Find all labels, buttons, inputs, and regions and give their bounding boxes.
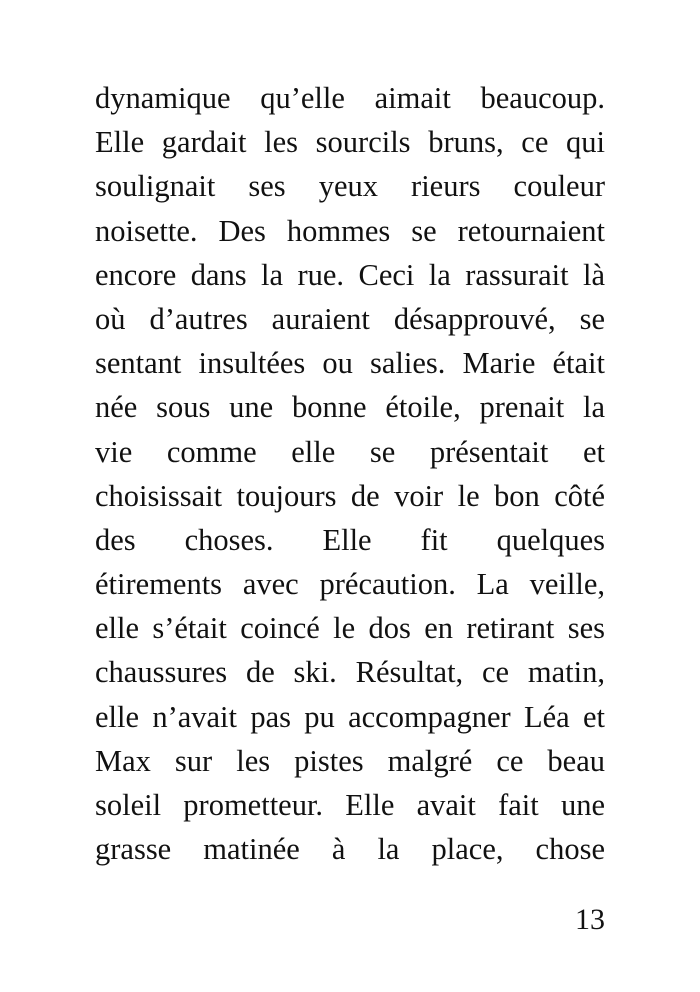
- text-line: des choses. Elle fit quelques: [95, 522, 605, 557]
- text-line: soulignait ses yeux rieurs couleur: [95, 169, 605, 204]
- text-line: chaussures de ski. Résultat, ce matin,: [95, 655, 605, 690]
- text-line: étirements avec précaution. La veille,: [95, 567, 605, 602]
- text-line: elle s’était coincé le dos en retirant ses: [95, 611, 605, 646]
- text-line: sentant insultées ou salies. Marie était: [95, 346, 605, 381]
- text-line: Max sur les pistes malgré ce beau: [95, 743, 605, 778]
- text-line: noisette. Des hommes se retournaient: [95, 213, 605, 248]
- text-line: soleil prometteur. Elle avait fait une: [95, 788, 605, 822]
- text-line: Elle gardait les sourcils bruns, ce qui: [95, 125, 605, 160]
- text-line: vie comme elle se présentait et: [95, 434, 605, 469]
- body-text: [95, 76, 605, 871]
- text-line: encore dans la rue. Ceci la rassurait là: [95, 257, 605, 292]
- text-line: dynamique qu’elle aimait beaucoup.: [95, 81, 605, 115]
- text-line: grasse matinée à la place, chose: [95, 832, 605, 867]
- text-line: où d’autres auraient désapprouvé, se: [95, 301, 605, 336]
- text-line: née sous une bonne étoile, prenait la: [95, 390, 605, 425]
- text-line: elle n’avait pas pu accompagner Léa et: [95, 699, 605, 734]
- page-number: 13: [575, 903, 605, 936]
- text-line: choisissait toujours de voir le bon côté: [95, 478, 605, 513]
